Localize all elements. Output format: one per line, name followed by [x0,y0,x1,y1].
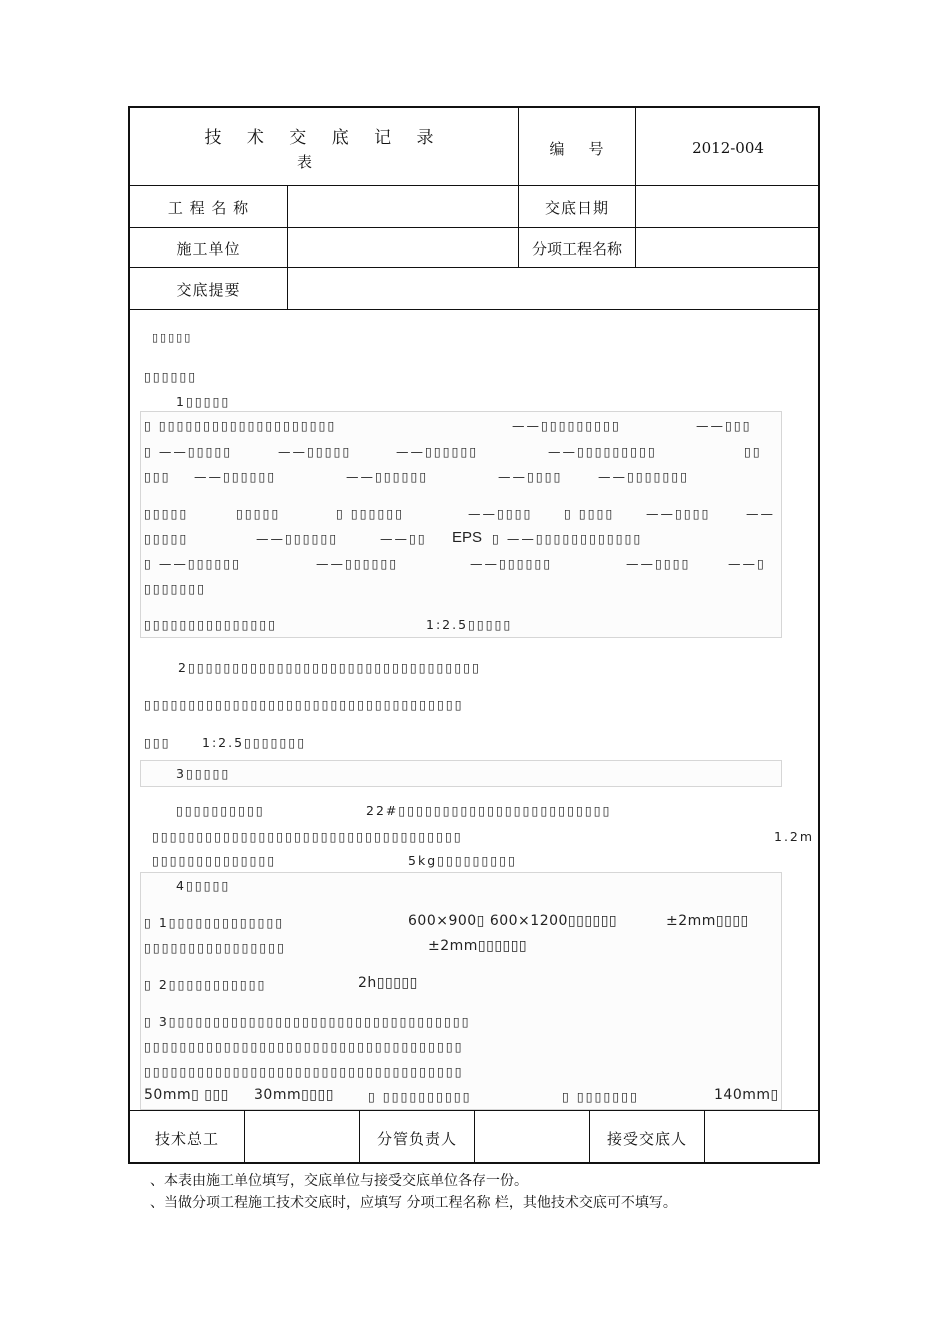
content-line: ▯ 1▯▯▯▯▯▯▯▯▯▯▯▯▯ [144,915,285,930]
content-line: ▯▯▯ [144,735,171,750]
content-line: 2h▯▯▯▯▯ [358,975,418,991]
content-line: 4▯▯▯▯▯ [176,878,231,893]
content-line: 600×900▯ 600×1200▯▯▯▯▯▯ [408,913,618,929]
grid-line [128,227,820,228]
number-label: 编 号 [549,139,605,158]
content-line: 30mm▯▯▯▯ [254,1087,334,1103]
content-line: ±2mm▯▯▯▯ [666,913,749,929]
content-line: 1:2.5▯▯▯▯▯ [426,617,513,632]
content-line: ▯ 2▯▯▯▯▯▯▯▯▯▯▯ [144,977,267,992]
grid-line [287,185,288,309]
content-line: 1▯▯▯▯▯ [176,394,231,409]
summary-label: 交底提要 [176,280,241,299]
content-line: ——▯▯▯▯▯▯ [470,556,553,571]
content-line: ▯ ▯▯▯▯ [564,506,615,521]
content-line: 22#▯▯▯▯▯▯▯▯▯▯▯▯▯▯▯▯▯▯▯▯▯▯▯▯ [366,803,612,818]
content-line: ▯ ——▯▯▯▯▯ [144,444,233,459]
content-line: ▯ ——▯▯▯▯▯▯▯▯▯▯▯▯ [492,531,643,546]
content-line: ——▯ [728,556,766,571]
content-line: ▯▯▯▯▯▯▯▯▯▯▯▯▯▯▯▯▯▯▯▯▯▯▯▯▯▯▯▯▯▯▯▯▯▯▯▯ [144,1039,464,1054]
receiver-label: 接受交底人 [606,1129,687,1148]
content-line: ——▯▯▯▯▯▯▯▯▯ [512,418,621,433]
tech-chief-field[interactable] [245,1112,359,1164]
content-line: ▯▯ [744,444,762,459]
content-line: ——▯▯▯▯▯ [278,444,352,459]
content-line: ▯ ▯▯▯▯▯▯▯ [562,1089,640,1104]
content-line: ——▯▯▯▯▯▯ [396,444,479,459]
content-line: ±2mm▯▯▯▯▯▯ [428,938,528,954]
content-line: ——▯▯ [380,531,427,546]
content-line: ——▯▯▯▯▯▯ [194,469,277,484]
content-line: ——▯▯▯▯ [646,506,711,521]
summary-field[interactable] [289,269,819,309]
content-line: 3▯▯▯▯▯ [176,766,231,781]
contractor-field[interactable] [289,229,518,267]
content-line: ▯▯▯▯▯▯▯▯▯▯▯▯▯▯▯▯▯▯▯▯▯▯▯▯▯▯▯▯▯▯▯▯▯▯▯▯ [144,1064,464,1079]
content-line: 1.2m [774,829,815,844]
content-line: ▯ ▯▯▯▯▯▯▯▯▯▯▯▯▯▯▯▯▯▯▯▯ [144,418,337,433]
content-line: ▯▯▯▯▯▯ [144,369,198,384]
content-line: ▯ ——▯▯▯▯▯▯ [144,556,242,571]
project-name-field[interactable] [289,187,518,227]
content-line: ——▯▯▯▯▯▯ [316,556,399,571]
content-line: 140mm▯ [714,1087,779,1103]
receiver-field[interactable] [705,1112,819,1164]
grid-line [128,309,820,310]
content-line: EPS [452,529,483,546]
footnote-2: 、当做分项工程施工技术交底时，应填写 分项工程名称 栏，其他技术交底可不填写。 [150,1195,677,1211]
content-line: ▯▯▯▯▯ [144,506,189,521]
content-line: ▯▯▯▯▯▯▯▯▯▯ [176,803,265,818]
tech-chief-label: 技术总工 [154,1129,219,1148]
content-line: ▯ 3▯▯▯▯▯▯▯▯▯▯▯▯▯▯▯▯▯▯▯▯▯▯▯▯▯▯▯▯▯▯▯▯▯▯ [144,1014,471,1029]
subproject-field[interactable] [636,229,820,267]
manager-label: 分管负责人 [376,1129,457,1148]
content-line: ▯▯▯▯▯▯▯ [144,581,207,596]
content-line: ——▯▯▯▯▯▯ [346,469,429,484]
content-line: ——▯▯▯▯ [468,506,533,521]
content-line: 1:2.5▯▯▯▯▯▯▯ [202,735,307,750]
content-line: ▯▯▯▯▯ [144,531,189,546]
content-line: ▯▯▯▯▯ [236,506,281,521]
content-line: ▯▯▯ [144,469,171,484]
content-line: ——▯▯▯▯▯▯▯▯▯ [548,444,657,459]
content-line: ▯▯▯▯▯ [152,331,193,344]
grid-line [128,185,820,186]
content-line: ▯▯▯▯▯▯▯▯▯▯▯▯▯▯ [152,853,277,868]
project-name-label: 工 程 名 称 [167,198,250,217]
content-line: ▯ ▯▯▯▯▯▯ [336,506,405,521]
content-line: ——▯▯▯▯▯▯▯ [598,469,690,484]
content-line: ——▯▯▯▯▯▯ [256,531,339,546]
content-line: 50mm▯ ▯▯▯ [144,1087,229,1103]
content-line: ——▯▯▯ [696,418,752,433]
content-line: ▯▯▯▯▯▯▯▯▯▯▯▯▯▯▯ [144,617,278,632]
content-line: 5kg▯▯▯▯▯▯▯▯▯ [408,853,518,868]
content-box [140,760,782,787]
contractor-label: 施工单位 [176,239,241,258]
subproject-label: 分项工程名称 [531,239,622,258]
content-line: ▯▯▯▯▯▯▯▯▯▯▯▯▯▯▯▯▯▯▯▯▯▯▯▯▯▯▯▯▯▯▯▯▯▯▯ [152,829,463,844]
content-line: ▯▯▯▯▯▯▯▯▯▯▯▯▯▯▯▯ [144,940,287,955]
date-label: 交底日期 [544,198,609,217]
content-line: ▯▯▯▯▯▯▯▯▯▯▯▯▯▯▯▯▯▯▯▯▯▯▯▯▯▯▯▯▯▯▯▯▯▯▯▯ [144,697,464,712]
manager-field[interactable] [475,1112,589,1164]
grid-line [128,267,820,268]
content-line: 2▯▯▯▯▯▯▯▯▯▯▯▯▯▯▯▯▯▯▯▯▯▯▯▯▯▯▯▯▯▯▯▯▯ [178,660,481,675]
date-field[interactable] [636,187,820,227]
content-line: ——▯▯▯▯ [626,556,691,571]
content-line: ▯ ▯▯▯▯▯▯▯▯▯▯ [368,1089,472,1104]
footnote-1: 、本表由施工单位填写，交底单位与接受交底单位各存一份。 [150,1173,528,1189]
content-line: ——▯▯▯▯ [498,469,563,484]
form-title-suffix: 表 [296,152,313,171]
form-title: 技 术 交 底 记 录 [204,127,444,148]
content-line: —— [746,506,775,521]
number-value: 2012-004 [692,139,764,157]
